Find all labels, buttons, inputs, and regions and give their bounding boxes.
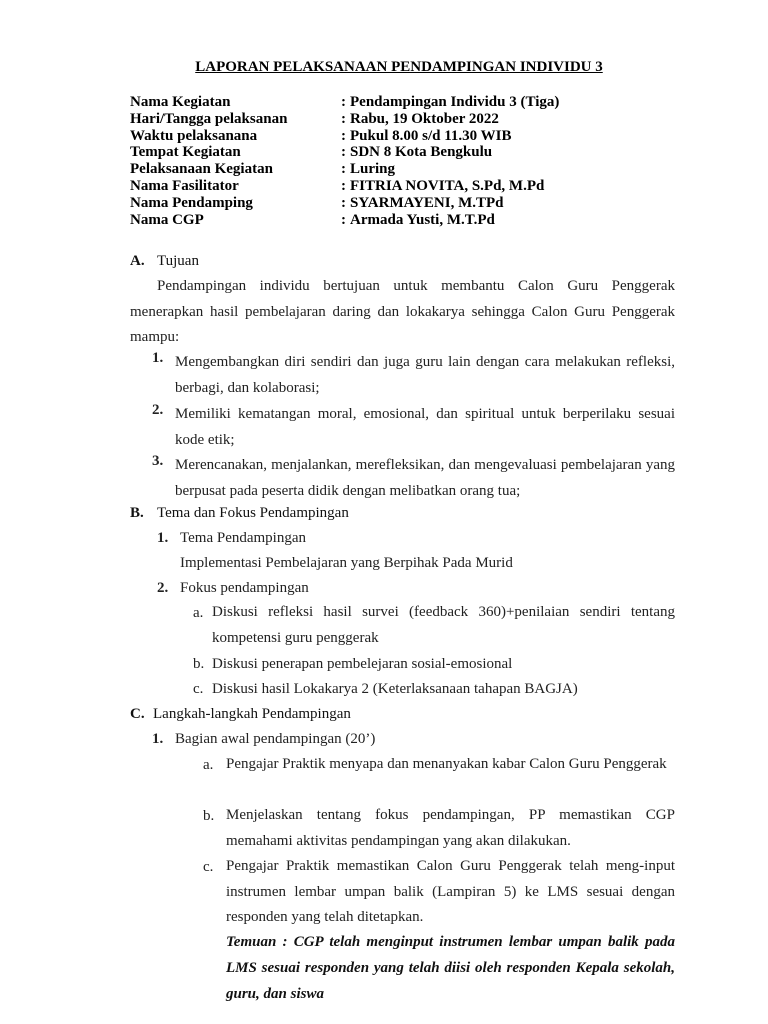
section-a-letter: A.	[130, 253, 145, 269]
info-row	[130, 111, 559, 128]
list-item-letter: a.	[193, 605, 204, 621]
section-a-heading: Tujuan	[157, 253, 199, 269]
info-row	[130, 195, 559, 212]
info-row	[130, 144, 559, 161]
section-b-heading: Tema dan Fokus Pendampingan	[157, 505, 349, 521]
info-label: Nama Pendamping	[130, 194, 253, 211]
info-separator: :	[341, 211, 346, 228]
info-row	[130, 178, 559, 195]
list-item-number: 3.	[152, 453, 164, 469]
sub-heading: Bagian awal pendampingan (20’)	[175, 731, 376, 747]
info-value: Pendampingan Individu 3 (Tiga)	[350, 94, 560, 110]
list-item-letter: c.	[193, 681, 204, 697]
list-item: Mengembangkan diri sendiri dan juga guru lain dengan cara melakukan refleksi, berbagi, dan kolaborasi;	[175, 354, 675, 396]
sub-number: 2.	[157, 580, 169, 596]
section-c-letter: C.	[130, 706, 145, 722]
info-row	[130, 128, 559, 145]
info-separator: :	[341, 161, 346, 178]
list-item: Diskusi penerapan pembelejaran sosial-emosional	[212, 656, 513, 672]
info-separator: :	[341, 177, 346, 194]
info-separator: :	[341, 94, 346, 110]
info-value: Armada Yusti, M.T.Pd	[350, 211, 495, 228]
info-separator: :	[341, 110, 346, 127]
info-value: Pukul 8.00 s/d 11.30 WIB	[350, 127, 512, 144]
info-value: Luring	[350, 161, 396, 178]
list-item-letter: b.	[203, 808, 215, 824]
sub-number: 1.	[152, 731, 164, 747]
info-value: Rabu, 19 Oktober 2022	[350, 110, 499, 127]
info-value: SYARMAYENI, M.TPd	[350, 194, 504, 211]
info-block	[130, 94, 559, 228]
list-item: Pengajar Praktik menyapa dan menanyakan kabar Calon Guru Penggerak	[226, 756, 667, 772]
list-item-number: 1.	[152, 350, 164, 366]
section-b-letter: B.	[130, 505, 144, 521]
list-item-number: 2.	[152, 402, 164, 418]
sub-heading: Tema Pendampingan	[180, 530, 306, 546]
list-item: Memiliki kematangan moral, emosional, dan spiritual untuk berperilaku sesuai kode etik;	[175, 406, 675, 448]
info-row	[130, 94, 559, 111]
info-value: SDN 8 Kota Bengkulu	[350, 144, 493, 161]
info-label: Waktu pelaksanana	[130, 127, 258, 144]
info-row	[130, 161, 559, 178]
finding-note: Temuan : CGP telah menginput instrumen lembar umpan balik pada LMS sesuai responden yang telah diisi oleh responden Kepala sekolah, guru, dan siswa	[226, 934, 675, 1002]
info-row	[130, 212, 559, 229]
list-item: Pengajar Praktik memastikan Calon Guru Penggerak telah meng-input instrumen lembar umpan balik (Lampiran 5) ke LMS sesuai dengan responden yang telah ditetapkan.	[226, 858, 675, 925]
info-label: Tempat Kegiatan	[130, 144, 241, 161]
list-item: Menjelaskan tentang fokus pendampingan, PP memastikan CGP memahami aktivitas pendampingan yang akan dilakukan.	[226, 807, 675, 849]
info-value: FITRIA NOVITA, S.Pd, M.Pd	[350, 177, 545, 194]
sub-heading: Fokus pendampingan	[180, 580, 309, 596]
info-separator: :	[341, 144, 346, 161]
section-c-heading: Langkah-langkah Pendampingan	[153, 706, 351, 722]
info-label: Nama CGP	[130, 211, 204, 228]
info-label: Pelaksanaan Kegiatan	[130, 161, 273, 178]
info-label: Hari/Tangga pelaksanan	[130, 110, 288, 127]
info-label: Nama Fasilitator	[130, 177, 239, 194]
sub-number: 1.	[157, 530, 169, 546]
section-a-intro: Pendampingan individu bertujuan untuk membantu Calon Guru Penggerak menerapkan hasil pembelajaran daring dan lokakarya sehingga Calon Guru Penggerak mampu:	[130, 278, 675, 345]
list-item-letter: a.	[203, 757, 214, 773]
info-separator: :	[341, 194, 346, 211]
list-item: Merencanakan, menjalankan, merefleksikan, dan mengevaluasi pembelajaran yang berpusat pada peserta didik dengan melibatkan orang tua;	[175, 457, 675, 499]
info-label: Nama Kegiatan	[130, 94, 231, 110]
list-item: Diskusi hasil Lokakarya 2 (Keterlaksanaan tahapan BAGJA)	[212, 681, 578, 697]
info-separator: :	[341, 127, 346, 144]
theme-text: Implementasi Pembelajaran yang Berpihak Pada Murid	[180, 555, 513, 571]
list-item: Diskusi refleksi hasil survei (feedback 360)+penilaian sendiri tentang kompetensi guru penggerak	[212, 604, 675, 646]
list-item-letter: c.	[203, 859, 214, 875]
list-item-letter: b.	[193, 656, 205, 672]
report-title: LAPORAN PELAKSANAAN PENDAMPINGAN INDIVIDU 3	[195, 59, 603, 75]
